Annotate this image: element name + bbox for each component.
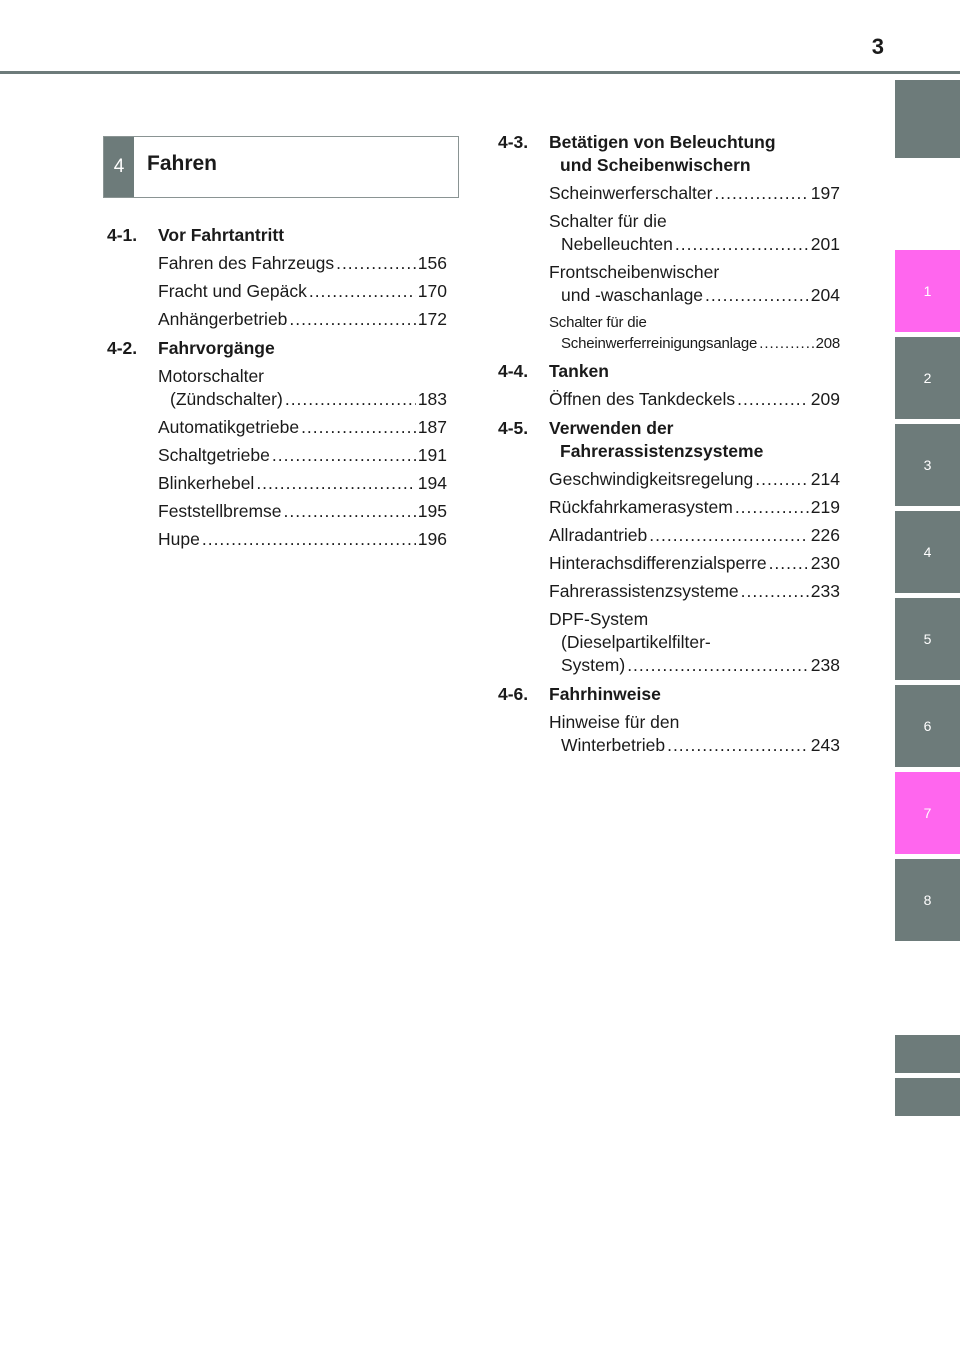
dot-leader [627, 654, 809, 677]
toc-group [498, 417, 840, 677]
toc-entry[interactable] [158, 500, 447, 523]
toc-group [498, 131, 840, 354]
toc-entry-row [158, 252, 447, 275]
toc-entry-row [158, 472, 447, 495]
dot-leader [735, 496, 809, 519]
dot-leader [755, 468, 809, 491]
toc-entry-row [549, 333, 840, 354]
chapter-tab-blank[interactable] [895, 1078, 960, 1116]
toc-group-number: 4-4. [498, 361, 529, 381]
toc-entry-text: Feststellbremse [158, 501, 282, 521]
toc-group-title [158, 224, 447, 247]
chapter-tab-8[interactable]: 8 [895, 859, 960, 941]
toc-entry-row [549, 182, 840, 205]
dot-leader [705, 284, 809, 307]
toc-page-number: 170 [417, 281, 447, 301]
toc-entry-text: Anhängerbetrieb [158, 309, 288, 329]
top-divider [0, 71, 960, 74]
toc-entry-row [549, 388, 840, 411]
toc-group-title [549, 417, 840, 463]
toc-page-number: 243 [810, 735, 840, 755]
toc-entry[interactable] [549, 496, 840, 519]
chapter-tab-7[interactable]: 7 [895, 772, 960, 854]
toc-group-title-line: Betätigen von Beleuchtung [549, 132, 776, 152]
dot-leader [714, 182, 808, 205]
toc-entry[interactable] [549, 524, 840, 547]
toc-page-number: 230 [810, 553, 840, 573]
toc-entry[interactable] [549, 261, 840, 307]
chapter-tab-blank[interactable] [895, 1035, 960, 1073]
toc-entry-text: Hinterachsdifferenzialsperre [549, 553, 767, 573]
dot-leader [284, 500, 416, 523]
chapter-tab-5[interactable]: 5 [895, 598, 960, 680]
toc-page-number: 194 [417, 473, 447, 493]
toc-entry[interactable] [549, 182, 840, 205]
toc-entry[interactable] [549, 711, 840, 757]
dot-leader [769, 552, 809, 575]
toc-page-number: 172 [417, 309, 447, 329]
toc-entry-text: Scheinwerferreinigungsanlage [561, 335, 758, 352]
chapter-tab-2[interactable]: 2 [895, 337, 960, 419]
dot-leader [256, 472, 415, 495]
toc-page-number: 209 [810, 389, 840, 409]
toc-entry-text: Schalter für die [549, 314, 647, 331]
toc-entry-row [549, 468, 840, 491]
chapter-tab-3[interactable]: 3 [895, 424, 960, 506]
toc-entry-row [158, 444, 447, 467]
dot-leader [202, 528, 416, 551]
dot-leader [301, 416, 416, 439]
dot-leader [675, 233, 809, 256]
toc-group-title [549, 131, 840, 177]
chapter-tab-blank[interactable] [895, 80, 960, 158]
chapter-tab-6[interactable]: 6 [895, 685, 960, 767]
toc-entry[interactable] [158, 416, 447, 439]
toc-entry[interactable] [549, 210, 840, 256]
toc-entry-text: DPF-System [549, 609, 649, 629]
toc-entry[interactable] [158, 308, 447, 331]
toc-entry-text: Fracht und Gepäck [158, 281, 307, 301]
toc-group-title [549, 360, 840, 383]
toc-group-title-line: und Scheibenwischern [560, 155, 751, 175]
section-header [103, 136, 459, 198]
toc-group-title-line: Tanken [549, 361, 609, 381]
toc-entry[interactable] [158, 252, 447, 275]
toc-entry-text: Schaltgetriebe [158, 445, 270, 465]
toc-entry-row [158, 500, 447, 523]
toc-entry-row [158, 308, 447, 331]
toc-entry-text: System) [561, 655, 626, 675]
toc-group-title-line: Vor Fahrtantritt [158, 225, 285, 245]
toc-entry-text: Hinweise für den [549, 712, 680, 732]
toc-group-number: 4-5. [498, 418, 529, 438]
dot-leader [309, 280, 416, 303]
toc-entry[interactable] [549, 468, 840, 491]
dot-leader [737, 388, 809, 411]
toc-page-number: 233 [810, 581, 840, 601]
toc-entry[interactable] [549, 388, 840, 411]
toc-entry[interactable] [158, 365, 447, 411]
dot-leader [289, 308, 415, 331]
toc-entry-row [549, 524, 840, 547]
toc-left-column [107, 224, 447, 557]
toc-group-number: 4-2. [107, 338, 138, 358]
toc-entry[interactable] [158, 280, 447, 303]
toc-entry-row [158, 280, 447, 303]
toc-entry-text: Schalter für die [549, 211, 667, 231]
toc-group-heading [498, 131, 840, 177]
toc-page-number: 187 [417, 417, 447, 437]
toc-entry[interactable] [158, 444, 447, 467]
toc-entry-row [549, 233, 840, 256]
toc-entry-text: Motorschalter [158, 366, 265, 386]
toc-page-number: 219 [810, 497, 840, 517]
toc-entry-text: Scheinwerferschalter [549, 183, 713, 203]
toc-page-number: 195 [417, 501, 447, 521]
toc-page-number: 197 [810, 183, 840, 203]
toc-entry-row [549, 496, 840, 519]
toc-entry-row [549, 654, 840, 677]
toc-group-heading [498, 417, 840, 463]
dot-leader [336, 252, 416, 275]
toc-entry[interactable] [549, 552, 840, 575]
dot-leader [272, 444, 416, 467]
toc-group-title-line: Fahrerassistenzsysteme [560, 441, 764, 461]
toc-page-number: 214 [810, 469, 840, 489]
toc-entry-row [158, 528, 447, 551]
toc-entry[interactable] [158, 528, 447, 551]
toc-entry-text: (Zündschalter) [170, 389, 283, 409]
toc-entry-row [549, 284, 840, 307]
toc-group-heading [498, 360, 840, 383]
toc-group [107, 224, 447, 331]
toc-entry-text: Hupe [158, 529, 200, 549]
section-number: 4 [104, 137, 134, 197]
dot-leader [285, 388, 416, 411]
toc-entry-text: Blinkerhebel [158, 473, 255, 493]
toc-group-heading [498, 683, 840, 706]
toc-group-number: 4-6. [498, 684, 529, 704]
toc-entry-row [549, 734, 840, 757]
toc-entry-row [549, 580, 840, 603]
toc-group-title-line: Fahrvorgänge [158, 338, 275, 358]
toc-right-column [498, 131, 840, 763]
chapter-tab-4[interactable]: 4 [895, 511, 960, 593]
toc-group-heading [107, 224, 447, 247]
toc-group [107, 337, 447, 551]
toc-entry-text: Öffnen des Tankdeckels [549, 389, 736, 409]
toc-page-number: 191 [417, 445, 447, 465]
chapter-tab-1[interactable]: 1 [895, 250, 960, 332]
dot-leader [741, 580, 809, 603]
toc-page-number: 226 [810, 525, 840, 545]
toc-group [498, 360, 840, 411]
dot-leader [649, 524, 809, 547]
toc-group-title-line: Fahrhinweise [549, 684, 661, 704]
toc-entry-row [158, 416, 447, 439]
toc-group-number: 4-3. [498, 132, 529, 152]
toc-entry[interactable] [549, 608, 840, 677]
toc-entry[interactable] [549, 580, 840, 603]
toc-group-heading [107, 337, 447, 360]
toc-group-title [549, 683, 840, 706]
toc-entry[interactable] [158, 472, 447, 495]
toc-entry-text: Fahrerassistenzsysteme [549, 581, 739, 601]
toc-entry-text: Fahren des Fahrzeugs [158, 253, 335, 273]
toc-group-number: 4-1. [107, 225, 138, 245]
toc-page-number: 208 [815, 335, 840, 352]
toc-entry-text: Nebelleuchten [561, 234, 673, 254]
toc-entry-text: Rückfahrkamerasystem [549, 497, 733, 517]
toc-entry-text: Geschwindigkeitsregelung [549, 469, 754, 489]
toc-entry-text: Allradantrieb [549, 525, 648, 545]
toc-page-number: 196 [417, 529, 447, 549]
section-title: Fahren [147, 152, 218, 175]
dot-leader [667, 734, 809, 757]
page-number: 3 [871, 34, 884, 59]
toc-entry-row [549, 552, 840, 575]
toc-entry-text: und -waschanlage [561, 285, 704, 305]
toc-page-number: 156 [417, 253, 447, 273]
dot-leader [759, 333, 813, 354]
toc-page-number: 204 [810, 285, 840, 305]
toc-entry-text: Winterbetrieb [561, 735, 666, 755]
toc-page-number: 201 [810, 234, 840, 254]
toc-entry-text: Frontscheibenwischer [549, 262, 720, 282]
toc-group-title-line: Verwenden der [549, 418, 674, 438]
toc-page-number: 183 [417, 389, 447, 409]
toc-page-number: 238 [810, 655, 840, 675]
toc-entry-row [158, 388, 447, 411]
toc-group [498, 683, 840, 757]
toc-entry-text: (Dieselpartikelfilter- [561, 632, 711, 652]
toc-entry[interactable] [549, 312, 840, 354]
toc-group-title [158, 337, 447, 360]
toc-entry-text: Automatikgetriebe [158, 417, 300, 437]
